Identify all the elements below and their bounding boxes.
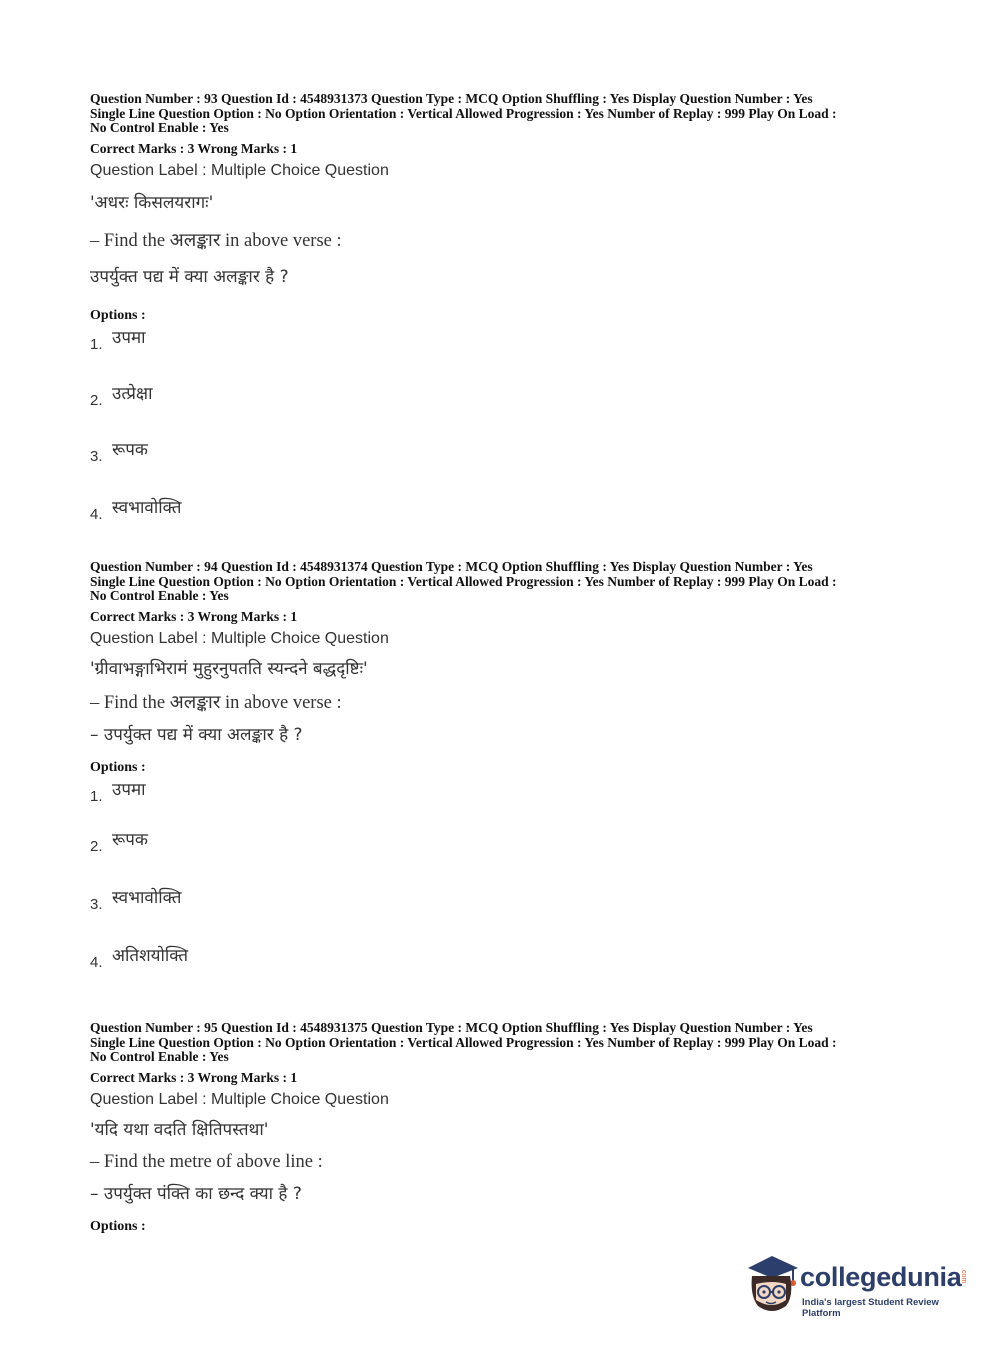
question-95 [90,1021,920,1235]
option-number: 3. [90,447,103,465]
question-meta-line1: Question Number : 95 Question Id : 4548931375 Question Type : MCQ Option Shuffling : Yes Display Question Number : Yes [90,1020,813,1035]
question-marks: Correct Marks : 3 Wrong Marks : 1 [90,140,298,156]
option-number: 4. [90,953,103,971]
option-number: 2. [90,837,103,855]
question-instruction-hi: – उपर्युक्त पंक्ति का छन्द क्या है ? [90,1183,302,1204]
question-label: Question Label : Multiple Choice Question [90,161,389,179]
question-label: Question Label : Multiple Choice Question [90,629,389,647]
option-number: 2. [90,391,103,409]
option-number: 4. [90,505,103,523]
option-number: 1. [90,787,103,805]
option-number: 3. [90,895,103,913]
question-verse: 'यदि यथा वदति क्षितिपस्तथा' [90,1119,269,1140]
option-text: उपमा [112,779,146,800]
question-meta-line3: No Control Enable : Yes [90,120,229,135]
option-3 [90,887,920,916]
question-verse: 'अधरः किसलयरागः' [90,192,214,213]
question-meta-line3: No Control Enable : Yes [90,588,229,603]
option-3 [90,439,920,468]
logo-name: collegedunia [800,1262,962,1292]
question-instruction-hi: – उपर्युक्त पद्य में क्या अलङ्कार है ? [90,724,303,745]
question-label: Question Label : Multiple Choice Question [90,1090,389,1108]
mascot-icon [742,1250,802,1320]
question-meta-line2: Single Line Question Option : No Option Orientation : Vertical Allowed Progression : Yes Number of Replay : 999 Play On Load : [90,1034,837,1050]
option-2 [90,829,920,858]
question-marks: Correct Marks : 3 Wrong Marks : 1 [90,608,298,624]
question-meta-line1: Question Number : 94 Question Id : 4548931374 Question Type : MCQ Option Shuffling : Yes Display Question Number : Yes [90,559,813,574]
option-text: अतिशयोक्ति [112,945,189,966]
options-label: Options : [90,307,146,323]
question-instruction-en: – Find the अलङ्कार in above verse : [90,230,342,251]
option-1 [90,327,920,356]
option-1 [90,779,920,808]
question-meta-line3: No Control Enable : Yes [90,1049,229,1064]
options-label: Options : [90,759,146,775]
question-instruction-en: – Find the अलङ्कार in above verse : [90,692,342,713]
option-text: स्वभावोक्ति [112,887,182,908]
option-4 [90,497,920,526]
option-text: स्वभावोक्ति [112,497,182,518]
option-number: 1. [90,335,103,353]
question-94 [90,560,920,974]
question-marks: Correct Marks : 3 Wrong Marks : 1 [90,1069,298,1085]
option-text: रूपक [112,829,148,850]
question-93 [90,92,920,526]
options-label: Options : [90,1218,146,1234]
logo-tagline: India's largest Student Review Platform [802,1297,939,1319]
option-text: उपमा [112,327,146,348]
question-meta-line2: Single Line Question Option : No Option Orientation : Vertical Allowed Progression : Yes Number of Replay : 999 Play On Load : [90,573,837,589]
question-instruction-hi: उपर्युक्त पद्य में क्या अलङ्कार है ? [90,266,289,287]
option-2 [90,383,920,412]
question-meta-line1: Question Number : 93 Question Id : 4548931373 Question Type : MCQ Option Shuffling : Yes Display Question Number : Yes [90,91,813,106]
question-instruction-en: – Find the metre of above line : [90,1151,323,1172]
option-text: उत्प्रेक्षा [112,383,153,404]
option-text: रूपक [112,439,148,460]
option-4 [90,945,920,974]
question-verse: 'ग्रीवाभङ्गाभिरामं मुहुरनुपतति स्यन्दने बद्धदृष्टिः' [90,658,368,679]
logo-suffix: .com [960,1268,967,1284]
collegedunia-logo[interactable] [742,1250,972,1320]
question-meta-line2: Single Line Question Option : No Option Orientation : Vertical Allowed Progression : Yes Number of Replay : 999 Play On Load : [90,105,837,121]
